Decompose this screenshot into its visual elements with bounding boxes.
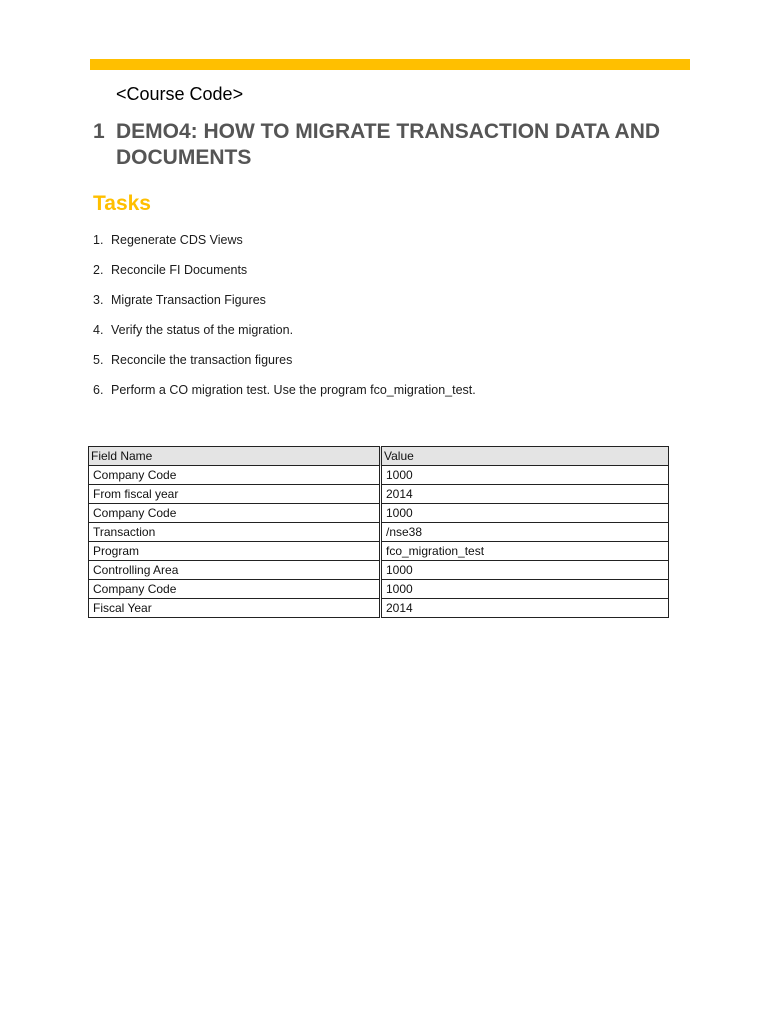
field-name-cell: Controlling Area — [89, 561, 381, 580]
value-cell: fco_migration_test — [381, 542, 669, 561]
table-row — [89, 542, 669, 561]
table-row — [89, 485, 669, 504]
task-number: 5. — [93, 353, 104, 367]
table-row — [89, 504, 669, 523]
value-cell: 1000 — [381, 580, 669, 599]
field-name-cell: Program — [89, 542, 381, 561]
value-cell: 2014 — [381, 599, 669, 618]
task-number: 2. — [93, 263, 104, 277]
value-cell: 1000 — [381, 504, 669, 523]
field-name-cell: From fiscal year — [89, 485, 381, 504]
field-name-cell: Transaction — [89, 523, 381, 542]
top-accent-bar — [90, 59, 690, 70]
task-number: 3. — [93, 293, 104, 307]
task-text: Reconcile FI Documents — [111, 263, 248, 277]
field-name-cell: Company Code — [89, 580, 381, 599]
chapter-title: DEMO4: HOW TO MIGRATE TRANSACTION DATA AND DOCUMENTS — [116, 120, 661, 169]
table-row — [89, 523, 669, 542]
task-text: Regenerate CDS Views — [111, 233, 243, 247]
task-text: Reconcile the transaction figures — [111, 353, 293, 367]
value-cell: /nse38 — [381, 523, 669, 542]
task-number: 6. — [93, 383, 104, 397]
value-cell: 1000 — [381, 561, 669, 580]
field-name-cell: Company Code — [89, 504, 381, 523]
tasks-heading: Tasks — [93, 192, 151, 215]
header-value: Value — [381, 447, 669, 466]
table-row — [89, 580, 669, 599]
table-header-row — [89, 447, 669, 466]
header-field-name: Field Name — [89, 447, 381, 466]
table-row — [89, 466, 669, 485]
task-text: Migrate Transaction Figures — [111, 293, 266, 307]
value-cell: 1000 — [381, 466, 669, 485]
task-number: 1. — [93, 233, 104, 247]
chapter-number: 1 — [93, 120, 105, 143]
field-name-cell: Company Code — [89, 466, 381, 485]
field-value-table — [88, 446, 669, 618]
field-name-cell: Fiscal Year — [89, 599, 381, 618]
task-number: 4. — [93, 323, 104, 337]
table-row — [89, 561, 669, 580]
table-row — [89, 599, 669, 618]
value-cell: 2014 — [381, 485, 669, 504]
course-code-label: <Course Code> — [116, 84, 244, 104]
task-text: Verify the status of the migration. — [111, 323, 294, 337]
task-text: Perform a CO migration test. Use the program fco_migration_test. — [111, 383, 476, 397]
